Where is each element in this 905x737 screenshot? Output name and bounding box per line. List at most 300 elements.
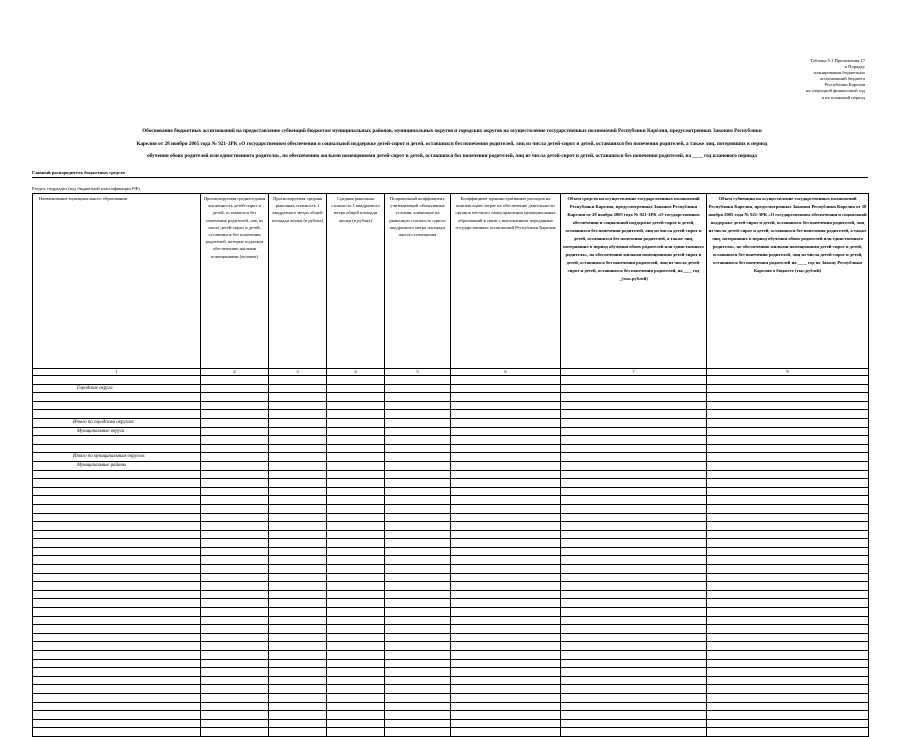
header-col-2: Прогнозируемая среднегодовая численность детей-сирот и детей, оставшихся без попечения родителей, лиц из числа детей-сирот и детей, оставшихся без попечения родителей, которые подлежат обеспечению жилыми помещениями (человек) [201, 194, 269, 369]
col-number: 4 [327, 369, 385, 376]
table-cell [707, 711, 869, 720]
row-label-cell [33, 496, 201, 505]
table-cell [451, 633, 561, 642]
table-row [33, 427, 869, 436]
table-cell [451, 479, 561, 488]
row-label-cell [33, 608, 201, 617]
table-row [33, 393, 869, 402]
note-line: ассигнований бюджета [819, 76, 865, 82]
admin-field [32, 170, 868, 178]
row-label-cell [33, 547, 201, 556]
table-row [33, 719, 869, 728]
table-cell [327, 410, 385, 419]
table-cell [385, 590, 451, 599]
table-cell [561, 444, 707, 453]
table-cell [385, 693, 451, 702]
table-cell [707, 590, 869, 599]
table-cell [269, 522, 327, 531]
table-cell [707, 393, 869, 402]
table-cell [201, 401, 269, 410]
table-cell [561, 487, 707, 496]
table-cell [561, 547, 707, 556]
table-cell [327, 376, 385, 385]
col-number: 3 [269, 369, 327, 376]
table-cell [707, 504, 869, 513]
table-cell [707, 573, 869, 582]
table-cell [707, 728, 869, 737]
table-row [33, 711, 869, 720]
table-cell [385, 728, 451, 737]
table-cell [707, 676, 869, 685]
table-cell [707, 513, 869, 522]
table-cell [269, 582, 327, 591]
table-cell [385, 676, 451, 685]
table-cell [707, 625, 869, 634]
table-cell [451, 616, 561, 625]
row-label-cell [33, 487, 201, 496]
row-label-cell [33, 522, 201, 531]
row-label-cell [33, 616, 201, 625]
table-cell [327, 418, 385, 427]
header-col-8: Объем субвенции на осуществление государственных полномочий Республики Карелия, предусмотренных Законом Республики Карелия от 28 ноября 2005 года № 921-ЗРК «О государственном обеспечении и социальной поддержке детей-сирот и детей, оставшихся без попечения родителей, лиц из числа детей-сирот и детей, оставшихся без попечения родителей, а также лиц, потерявших в период обучения обоих родителей или единственного родителя», по обеспечению жилыми помещениями детей-сирот и детей, оставшихся без попечения родителей, лиц из числа детей-сирот и детей, оставшихся без попечения родителей на ____ год по Закону Республики Карелия о бюджете (тыс.рублей) [707, 194, 869, 369]
table-cell [327, 599, 385, 608]
table-cell [327, 719, 385, 728]
table-row [33, 702, 869, 711]
table-cell [561, 427, 707, 436]
table-cell [201, 376, 269, 385]
row-label-cell [33, 461, 201, 470]
table-row [33, 418, 869, 427]
table-cell [707, 427, 869, 436]
table-cell [561, 393, 707, 402]
table-cell [561, 513, 707, 522]
table-cell [269, 427, 327, 436]
table-cell [269, 711, 327, 720]
row-label-cell [33, 393, 201, 402]
table-cell [561, 479, 707, 488]
table-cell [707, 651, 869, 660]
table-row [33, 573, 869, 582]
section-label: Раздел, подраздел (код бюджетной классификации РФ) [32, 186, 140, 191]
table-cell [327, 659, 385, 668]
table-cell [269, 659, 327, 668]
header-col-5: Поправочный коэффициент, учитывающий объективные условия, влияющие на рыночную стоимость одного квадратного метра площади жилого помещения [385, 194, 451, 369]
table-cell [385, 556, 451, 565]
table-cell [201, 633, 269, 642]
table-cell [201, 479, 269, 488]
table-row [33, 693, 869, 702]
note-line: планирования бюджетных [813, 70, 865, 76]
table-cell [201, 504, 269, 513]
table-cell [707, 418, 869, 427]
table-cell [385, 530, 451, 539]
table-cell [707, 633, 869, 642]
table-cell [561, 582, 707, 591]
table-cell [201, 599, 269, 608]
table-cell [201, 616, 269, 625]
table-row [33, 504, 869, 513]
table-cell [385, 616, 451, 625]
table-cell [327, 496, 385, 505]
table-cell [451, 625, 561, 634]
table-cell [707, 719, 869, 728]
table-row [33, 436, 869, 445]
row-label-cell [33, 513, 201, 522]
table-cell [327, 427, 385, 436]
table-cell [201, 676, 269, 685]
table-cell [561, 633, 707, 642]
table-cell [707, 702, 869, 711]
table-cell [385, 401, 451, 410]
table-cell [327, 393, 385, 402]
table-cell [327, 702, 385, 711]
header-col-7: Объем средств на осуществление государственных полномочий Республики Карелия, предусмотренных Законом Республики Карелия от 28 ноября 2005 года № 921-ЗРК «О государственном обеспечении и социальной поддержке детей-сирот и детей, оставшихся без попечения родителей, лиц из числа детей-сирот и детей, оставшихся без попечения родителей, а также лиц, потерявших в период обучения обоих родителей или единственного родителя», по обеспечению жилыми помещениями детей-сирот и детей, оставшихся без попечения родителей, лиц из числа детей-сирот и детей, оставшихся без попечения родителей, на____ год _(тыс.рублей) [561, 194, 707, 369]
table-cell [707, 444, 869, 453]
table-cell [385, 487, 451, 496]
table-cell [561, 504, 707, 513]
table-row [33, 496, 869, 505]
table-cell [269, 504, 327, 513]
table-cell [201, 582, 269, 591]
row-label-cell [33, 556, 201, 565]
table-cell [707, 668, 869, 677]
table-row [33, 530, 869, 539]
table-cell [327, 487, 385, 496]
table-cell [327, 522, 385, 531]
table-cell [327, 728, 385, 737]
table-cell [561, 418, 707, 427]
table-cell [269, 719, 327, 728]
table-cell [385, 711, 451, 720]
table-cell [707, 470, 869, 479]
table-row [33, 470, 869, 479]
table-cell [385, 522, 451, 531]
table-cell [451, 470, 561, 479]
table-row [33, 461, 869, 470]
table-cell [327, 513, 385, 522]
table-row [33, 625, 869, 634]
table-cell [451, 676, 561, 685]
table-cell [451, 556, 561, 565]
table-cell [201, 384, 269, 393]
table-cell [385, 702, 451, 711]
row-label-cell [33, 418, 201, 427]
row-label-cell [33, 668, 201, 677]
table-row [33, 651, 869, 660]
table-cell [561, 539, 707, 548]
table-cell [451, 393, 561, 402]
table-cell [327, 479, 385, 488]
header-municipality: Наименование муниципального образования [33, 194, 201, 369]
table-cell [561, 461, 707, 470]
table-cell [327, 651, 385, 660]
table-row [33, 487, 869, 496]
table-cell [561, 556, 707, 565]
table-cell [561, 565, 707, 574]
table-cell [451, 651, 561, 660]
note-line: к Порядку [844, 64, 865, 70]
table-row [33, 556, 869, 565]
table-cell [201, 693, 269, 702]
table-cell [561, 685, 707, 694]
row-label-cell [33, 676, 201, 685]
table-row [33, 676, 869, 685]
table-cell [201, 470, 269, 479]
table-cell [707, 453, 869, 462]
table-cell [201, 711, 269, 720]
table-cell [707, 539, 869, 548]
table-cell [451, 642, 561, 651]
row-label-cell [33, 590, 201, 599]
table-cell [327, 590, 385, 599]
table-row [33, 633, 869, 642]
table-cell [385, 547, 451, 556]
table-cell [201, 547, 269, 556]
table-cell [269, 599, 327, 608]
row-label-cell [33, 582, 201, 591]
table-cell [201, 427, 269, 436]
row-label: Муниципальные районы [77, 462, 126, 468]
table-row [33, 547, 869, 556]
table-cell [269, 496, 327, 505]
table-cell [327, 573, 385, 582]
table-cell [561, 470, 707, 479]
table-cell [201, 539, 269, 548]
table-cell [269, 444, 327, 453]
table-cell [561, 590, 707, 599]
table-cell [561, 728, 707, 737]
table-cell [707, 461, 869, 470]
table-cell [201, 556, 269, 565]
table-cell [707, 659, 869, 668]
table-cell [385, 376, 451, 385]
row-label-cell [33, 530, 201, 539]
title-line: Обоснование бюджетных ассигнований на предоставление субвенций бюджетам муниципальных районов, муниципальных округов и городских округов на осуществление государственных полномочий Республики Карелия, предусмотренных Законом Республики [142, 128, 762, 134]
table-cell [201, 590, 269, 599]
row-label-cell [33, 599, 201, 608]
table-cell [269, 573, 327, 582]
table-cell [201, 719, 269, 728]
table-cell [707, 608, 869, 617]
table-cell [201, 513, 269, 522]
table-cell [451, 685, 561, 694]
table-cell [269, 685, 327, 694]
table-cell [327, 711, 385, 720]
table-row [33, 479, 869, 488]
table-cell [327, 384, 385, 393]
table-cell [327, 539, 385, 548]
table-cell [561, 376, 707, 385]
table-cell [327, 676, 385, 685]
table-cell [707, 384, 869, 393]
table-cell [327, 693, 385, 702]
table-cell [327, 453, 385, 462]
row-label-cell [33, 685, 201, 694]
table-cell [269, 693, 327, 702]
row-label-cell [33, 504, 201, 513]
row-label: Городские округа [77, 385, 113, 391]
col-number: 7 [561, 369, 707, 376]
col-number: 5 [385, 369, 451, 376]
row-label: Муниципальные округа [77, 428, 125, 434]
row-label-cell [33, 565, 201, 574]
table-cell [385, 642, 451, 651]
table-cell [385, 470, 451, 479]
table-cell [385, 479, 451, 488]
row-label-cell [33, 427, 201, 436]
table-cell [201, 444, 269, 453]
row-label-cell [33, 384, 201, 393]
table-row [33, 616, 869, 625]
table-cell [451, 418, 561, 427]
table-cell [269, 539, 327, 548]
table-cell [327, 547, 385, 556]
table-row [33, 642, 869, 651]
title-line: обучения обоих родителей или единственного родителя», по обеспечению жилыми помещениями детей-сирот и детей, оставшихся без попечения родителей, лиц из числа детей-сирот и детей, оставшихся без попечения родителей, на ____ год планового периода [147, 153, 757, 159]
table-cell [451, 444, 561, 453]
table-cell [561, 530, 707, 539]
table-cell [451, 590, 561, 599]
admin-label: Главный распорядитель бюджетных средств [32, 170, 125, 175]
table-cell [561, 711, 707, 720]
table-cell [269, 565, 327, 574]
table-cell [451, 410, 561, 419]
table-cell [707, 410, 869, 419]
table-cell [327, 582, 385, 591]
table-cell [327, 633, 385, 642]
table-cell [561, 616, 707, 625]
table-cell [451, 376, 561, 385]
table-cell [561, 453, 707, 462]
table-cell [201, 496, 269, 505]
table-row [33, 453, 869, 462]
table-row [33, 539, 869, 548]
table-cell [201, 685, 269, 694]
table-cell [201, 522, 269, 531]
table-cell [707, 565, 869, 574]
table-cell [269, 384, 327, 393]
table-row [33, 444, 869, 453]
table-cell [201, 461, 269, 470]
table-cell [269, 668, 327, 677]
table-cell [269, 487, 327, 496]
table-cell [561, 436, 707, 445]
table-cell [451, 702, 561, 711]
table-cell [451, 668, 561, 677]
table-cell [385, 719, 451, 728]
row-label-cell [33, 376, 201, 385]
row-label-cell [33, 625, 201, 634]
table-cell [385, 608, 451, 617]
table-cell [451, 547, 561, 556]
table-row [33, 582, 869, 591]
table-cell [451, 582, 561, 591]
column-number-row [33, 369, 869, 376]
table-cell [451, 401, 561, 410]
table-cell [561, 693, 707, 702]
table-cell [269, 376, 327, 385]
table-cell [269, 547, 327, 556]
table-cell [561, 668, 707, 677]
document-title [36, 125, 868, 163]
table-cell [327, 436, 385, 445]
table-cell [201, 608, 269, 617]
table-cell [201, 393, 269, 402]
table-cell [385, 599, 451, 608]
table-cell [707, 479, 869, 488]
note-line: Таблица 5.1 Приложения 17 [810, 58, 865, 63]
table-cell [201, 565, 269, 574]
table-row [33, 685, 869, 694]
row-label-cell [33, 719, 201, 728]
table-cell [327, 625, 385, 634]
table-cell [385, 427, 451, 436]
table-cell [451, 573, 561, 582]
table-cell [561, 401, 707, 410]
table-cell [269, 728, 327, 737]
table-cell [385, 582, 451, 591]
row-label-cell [33, 539, 201, 548]
table-cell [561, 651, 707, 660]
table-cell [451, 539, 561, 548]
table-cell [269, 633, 327, 642]
table-cell [707, 556, 869, 565]
table-cell [385, 513, 451, 522]
table-cell [269, 401, 327, 410]
table-cell [201, 453, 269, 462]
table-cell [385, 539, 451, 548]
table-cell [561, 659, 707, 668]
table-cell [385, 384, 451, 393]
row-label-cell [33, 436, 201, 445]
table-cell [707, 487, 869, 496]
table-cell [451, 719, 561, 728]
table-cell [201, 702, 269, 711]
table-cell [327, 401, 385, 410]
row-label-cell [33, 453, 201, 462]
table-cell [269, 642, 327, 651]
table-cell [385, 565, 451, 574]
table-cell [451, 728, 561, 737]
table-cell [451, 608, 561, 617]
table-cell [201, 410, 269, 419]
header-col-6: Коэффициент административных расходов на компенсацию затрат на обеспечение деятельности органов местного самоуправления муниципальных образований в связи с выполнением переданных государственных полномочий Республики Карелия [451, 194, 561, 369]
table-cell [451, 659, 561, 668]
table-cell [327, 616, 385, 625]
table-cell [201, 625, 269, 634]
table-cell [707, 599, 869, 608]
table-cell [707, 496, 869, 505]
table-row [33, 376, 869, 385]
table-cell [327, 444, 385, 453]
table-cell [201, 668, 269, 677]
row-label-cell [33, 702, 201, 711]
table-cell [269, 479, 327, 488]
table-cell [707, 582, 869, 591]
table-cell [327, 461, 385, 470]
table-cell [201, 418, 269, 427]
table-cell [451, 565, 561, 574]
note-line: и на плановый период [821, 94, 865, 100]
table-cell [269, 418, 327, 427]
table-cell [327, 556, 385, 565]
table-cell [201, 436, 269, 445]
table-cell [385, 685, 451, 694]
table-cell [707, 685, 869, 694]
table-cell [707, 436, 869, 445]
table-cell [269, 556, 327, 565]
table-cell [327, 530, 385, 539]
